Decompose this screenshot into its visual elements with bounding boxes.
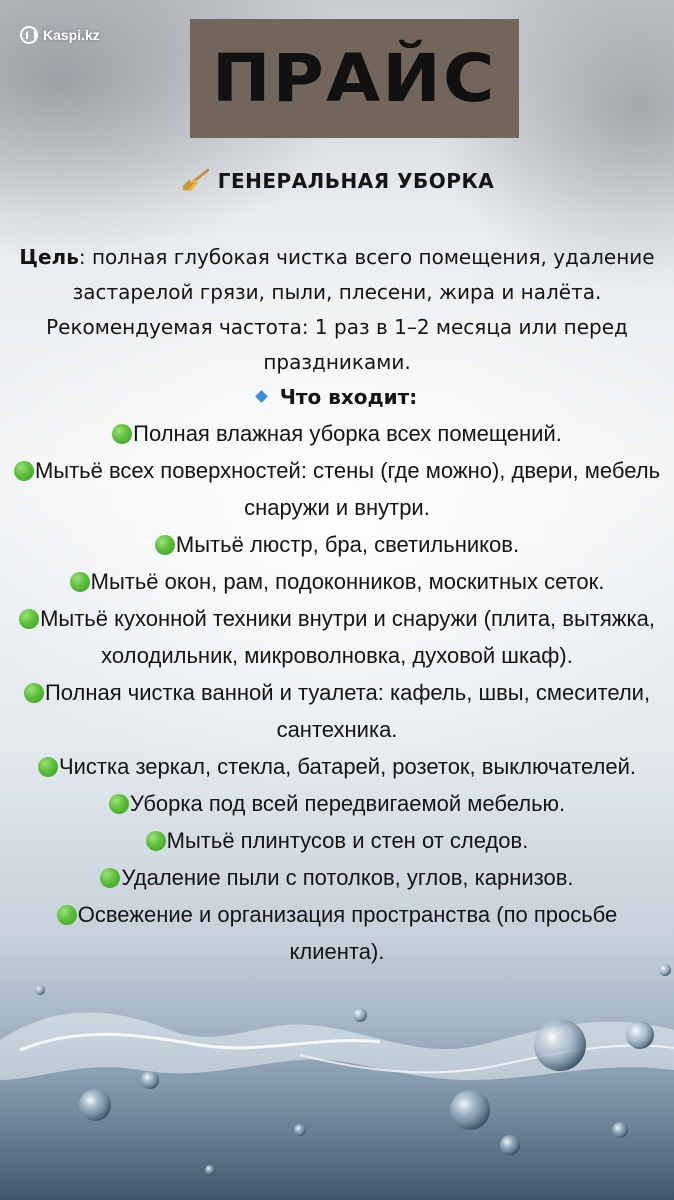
green-circle-icon (24, 683, 44, 703)
green-circle-icon (38, 757, 58, 777)
goal-text: : полная глубокая чистка всего помещения, удаление застарелой грязи, пыли, плесени, жира и налёта. (72, 245, 655, 304)
list-item: Освежение и организация пространства (по просьбе клиента). (8, 896, 666, 970)
green-circle-icon (57, 905, 77, 925)
green-circle-icon (100, 868, 120, 888)
includes-heading-text: Что входит: (279, 385, 418, 409)
broom-icon (180, 168, 210, 192)
list-item: Чистка зеркал, стекла, батарей, розеток, выключателей. (8, 748, 666, 785)
list-item: Мытьё плинтусов и стен от следов. (8, 822, 666, 859)
list-item: Мытьё всех поверхностей: стены (где можно), двери, мебель снаружи и внутри. (8, 452, 666, 526)
green-circle-icon (109, 794, 129, 814)
list-item: Полная влажная уборка всех помещений. (8, 415, 666, 452)
list-item: Мытьё окон, рам, подоконников, москитных сеток. (8, 563, 666, 600)
list-item: Удаление пыли с потолков, углов, карнизов. (8, 859, 666, 896)
goal-label: Цель (19, 245, 79, 269)
goal-paragraph (8, 240, 666, 310)
list-item: Уборка под всей передвигаемой мебелью. (8, 785, 666, 822)
includes-heading (8, 380, 666, 415)
frequency-paragraph: Рекомендуемая частота: 1 раз в 1–2 месяца или перед праздниками. (46, 315, 628, 374)
list-item: Мытьё кухонной техники внутри и снаружи (плита, вытяжка, холодильник, микроволновка, духовой шкаф). (8, 600, 666, 674)
kaspi-logo-icon (20, 26, 38, 44)
blue-diamond-icon (255, 390, 268, 403)
services-list (8, 415, 666, 970)
kaspi-watermark (20, 26, 100, 44)
description-block (8, 240, 666, 970)
green-circle-icon (70, 572, 90, 592)
page-title: ПРАЙС (212, 40, 497, 117)
list-item: Полная чистка ванной и туалета: кафель, швы, смесители, сантехника. (8, 674, 666, 748)
list-item: Мытьё люстр, бра, светильников. (8, 526, 666, 563)
green-circle-icon (146, 831, 166, 851)
green-circle-icon (112, 424, 132, 444)
section-heading-text: ГЕНЕРАЛЬНАЯ УБОРКА (217, 169, 495, 193)
water-splash-decoration (0, 930, 674, 1200)
watermark-text: Kaspi.kz (43, 27, 100, 43)
title-banner (190, 19, 519, 138)
section-heading (0, 168, 674, 193)
green-circle-icon (155, 535, 175, 555)
green-circle-icon (19, 609, 39, 629)
green-circle-icon (14, 461, 34, 481)
